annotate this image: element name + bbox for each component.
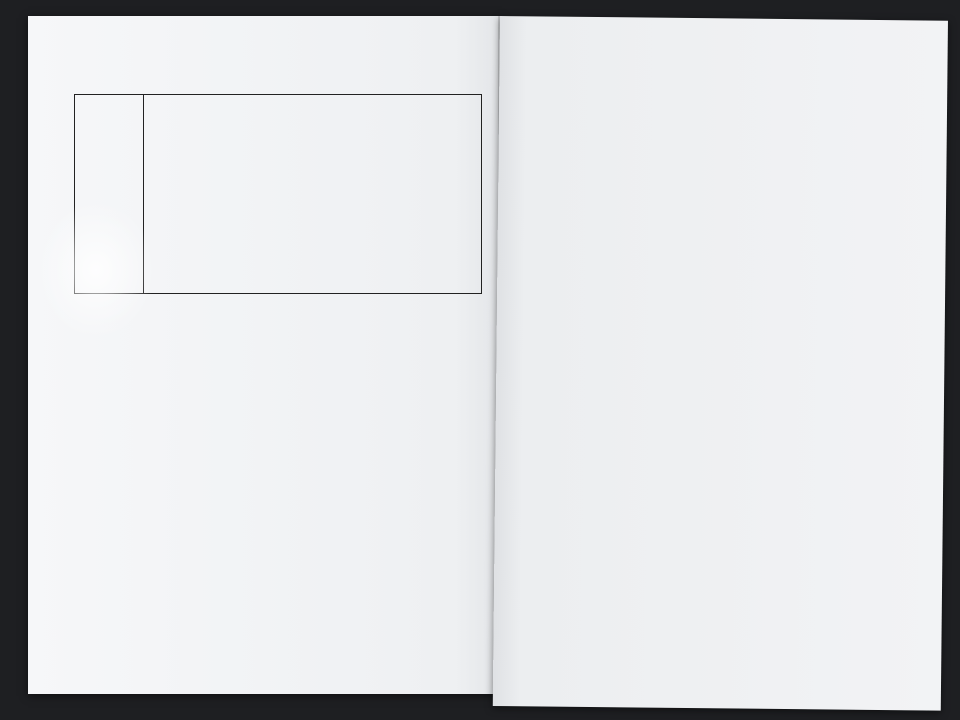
vehicle-id-table [74, 94, 482, 294]
right-page [493, 16, 948, 711]
